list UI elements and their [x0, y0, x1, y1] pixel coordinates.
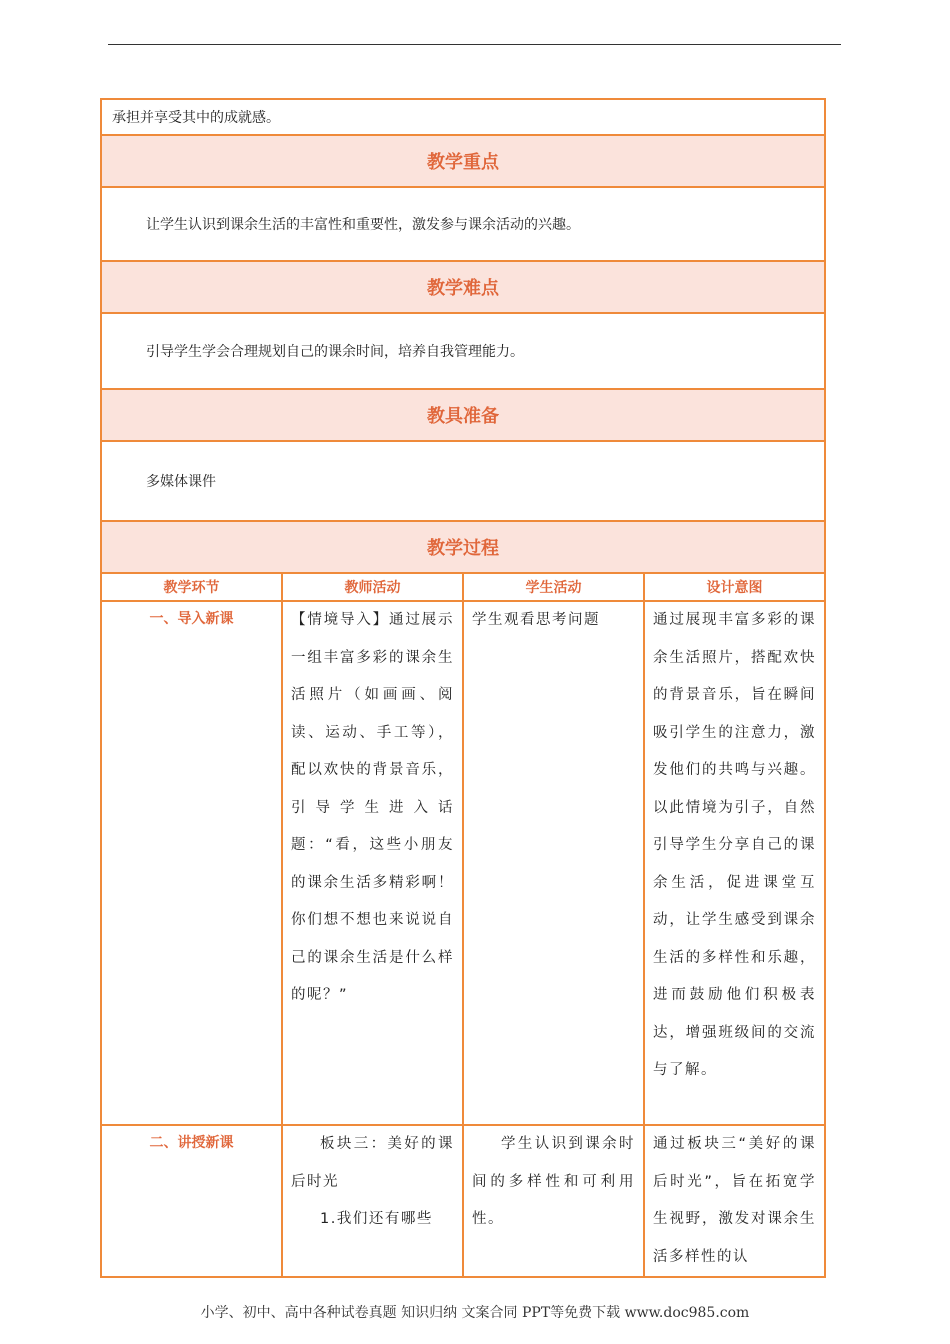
key-points-heading: 教学重点 [101, 135, 825, 187]
header-rule [108, 44, 841, 45]
column-header-stage: 教学环节 [101, 573, 282, 601]
continuation-text: 承担并享受其中的成就感。 [101, 99, 825, 135]
materials-body: 多媒体课件 [101, 441, 825, 521]
stage-cell: 一、导入新课 [101, 601, 282, 1125]
teacher-activity-cell [282, 1125, 463, 1277]
design-intent-cell: 通过展现丰富多彩的课余生活照片，搭配欢快的背景音乐，旨在瞬间吸引学生的注意力，激发他们的共鸣与兴趣。以此情境为引子，自然引导学生分享自己的课余生活，促进课堂互动，让学生感受到课余生活的多样性和乐趣，进而鼓励他们积极表达，增强班级间的交流与了解。 [644, 601, 825, 1125]
process-column-headers [101, 573, 825, 601]
difficulties-heading: 教学难点 [101, 261, 825, 313]
column-header-teacher: 教师活动 [282, 573, 463, 601]
teacher-activity-text: 板块三：美好的课后时光 [291, 1136, 454, 1190]
column-header-intent: 设计意图 [644, 573, 825, 601]
student-activity-cell: 学生观看思考问题 [463, 601, 644, 1125]
student-activity-cell: 学生认识到课余时间的多样性和可利用性。 [463, 1125, 644, 1277]
key-points-body: 让学生认识到课余生活的丰富性和重要性，激发参与课余活动的兴趣。 [101, 187, 825, 261]
column-header-student: 学生活动 [463, 573, 644, 601]
stage-cell: 二、讲授新课 [101, 1125, 282, 1277]
materials-heading: 教具准备 [101, 389, 825, 441]
teacher-activity-item: 1.我们还有哪些 [320, 1211, 433, 1227]
process-heading: 教学过程 [101, 521, 825, 573]
teacher-activity-cell: 【情境导入】通过展示一组丰富多彩的课余生活照片（如画画、阅读、运动、手工等），配以欢快的背景音乐，引导学生进入话题：“看，这些小朋友的课余生活多精彩啊！你们想不想也来说说自己的课余生活是什么样的呢？” [282, 601, 463, 1125]
lesson-plan-table [100, 98, 824, 1278]
page-footer: 小学、初中、高中各种试卷真题 知识归纳 文案合同 PPT等免费下载 www.doc985.com [200, 1305, 750, 1321]
difficulties-body: 引导学生学会合理规划自己的课余时间，培养自我管理能力。 [101, 313, 825, 389]
table-row [101, 601, 825, 1125]
table-row [101, 1125, 825, 1277]
design-intent-cell: 通过板块三“美好的课后时光”，旨在拓宽学生视野，激发对课余生活多样性的认 [644, 1125, 825, 1277]
